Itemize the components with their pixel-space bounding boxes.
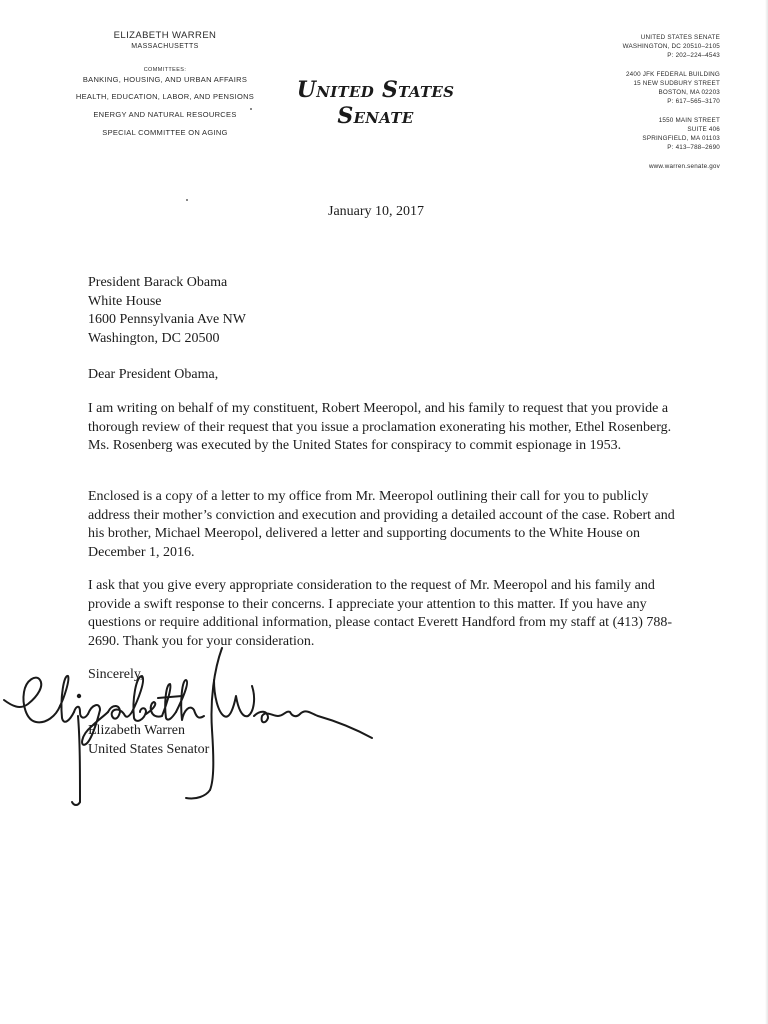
committee-item: BANKING, HOUSING, AND URBAN AFFAIRS [82, 75, 248, 84]
salutation: Dear President Obama, [88, 367, 219, 382]
scan-speck [186, 199, 188, 201]
letterhead-right [592, 33, 720, 171]
committee-item: SPECIAL COMMITTEE ON AGING [102, 128, 228, 137]
letter-date: January 10, 2017 [328, 204, 425, 219]
committee-item: HEALTH, EDUCATION, LABOR, AND PENSIONS [75, 92, 255, 101]
senate-wordmark: United States Senate [296, 77, 455, 129]
senator-name: ELIZABETH WARREN [113, 30, 217, 41]
office-line: 15 NEW SUDBURY STREET [633, 80, 720, 87]
closing: Sincerely, [88, 667, 144, 682]
senator-state: MASSACHUSETTS [131, 43, 199, 50]
body-paragraph: I ask that you give every appropriate consideration to the request of Mr. Meeropol and his family and provide a swift response to their concerns. I appreciate your attention to this matter. If you have any questions or require additional information, please contact Everett Handford from my staff at (413) 788-2690. Thank you for your consideration. [88, 578, 673, 649]
office-line: 2400 JFK FEDERAL BUILDING [625, 71, 720, 78]
office-phone: P: 413–788–2690 [667, 144, 720, 151]
body-paragraph: Enclosed is a copy of a letter to my office from Mr. Meeropol outlining their call for you to publicly address their mother’s conviction and execution and providing a detailed account of the case. Robert and his brother, Michael Meeropol, delivered a letter and supporting documents to the White House on December 1, 2016. [88, 489, 675, 560]
signer-title: United States Senator [88, 741, 210, 757]
office-phone: P: 202–224–4543 [667, 52, 720, 59]
office-boston [592, 70, 720, 106]
office-washington [592, 33, 720, 60]
committees-label: COMMITTEES: [143, 67, 187, 73]
letterhead-left [40, 30, 290, 137]
office-line: SUITE 406 [687, 126, 720, 133]
body-paragraph: I am writing on behalf of my constituent, Robert Meeropol, and his family to request that you provide a thorough review of their request that you issue a proclamation exonerating his mother, Ethel Rosenberg. Ms. Rosenberg was executed by the United States for conspiracy to commit espionage in 1953. [88, 401, 672, 453]
office-line: 1550 MAIN STREET [658, 117, 720, 124]
scan-speck [250, 108, 252, 110]
committee-item: ENERGY AND NATURAL RESOURCES [93, 110, 237, 119]
address-line: President Barack Obama [88, 275, 228, 290]
handwritten-signature [0, 640, 400, 810]
office-line: SPRINGFIELD, MA 01103 [642, 135, 720, 142]
address-line: Washington, DC 20500 [88, 330, 220, 346]
address-line: 1600 Pennsylvania Ave NW [88, 312, 246, 327]
committees-list [40, 75, 290, 137]
office-phone: P: 617–565–3170 [667, 98, 720, 105]
office-line: UNITED STATES SENATE [640, 34, 720, 41]
office-springfield [592, 116, 720, 152]
office-line: BOSTON, MA 02203 [658, 89, 720, 96]
signer-name: Elizabeth Warren [88, 723, 185, 738]
website-link[interactable]: www.warren.senate.gov [648, 163, 720, 170]
address-line: White House [88, 293, 162, 309]
recipient-address [88, 274, 246, 348]
office-line: WASHINGTON, DC 20510–2105 [622, 43, 720, 50]
